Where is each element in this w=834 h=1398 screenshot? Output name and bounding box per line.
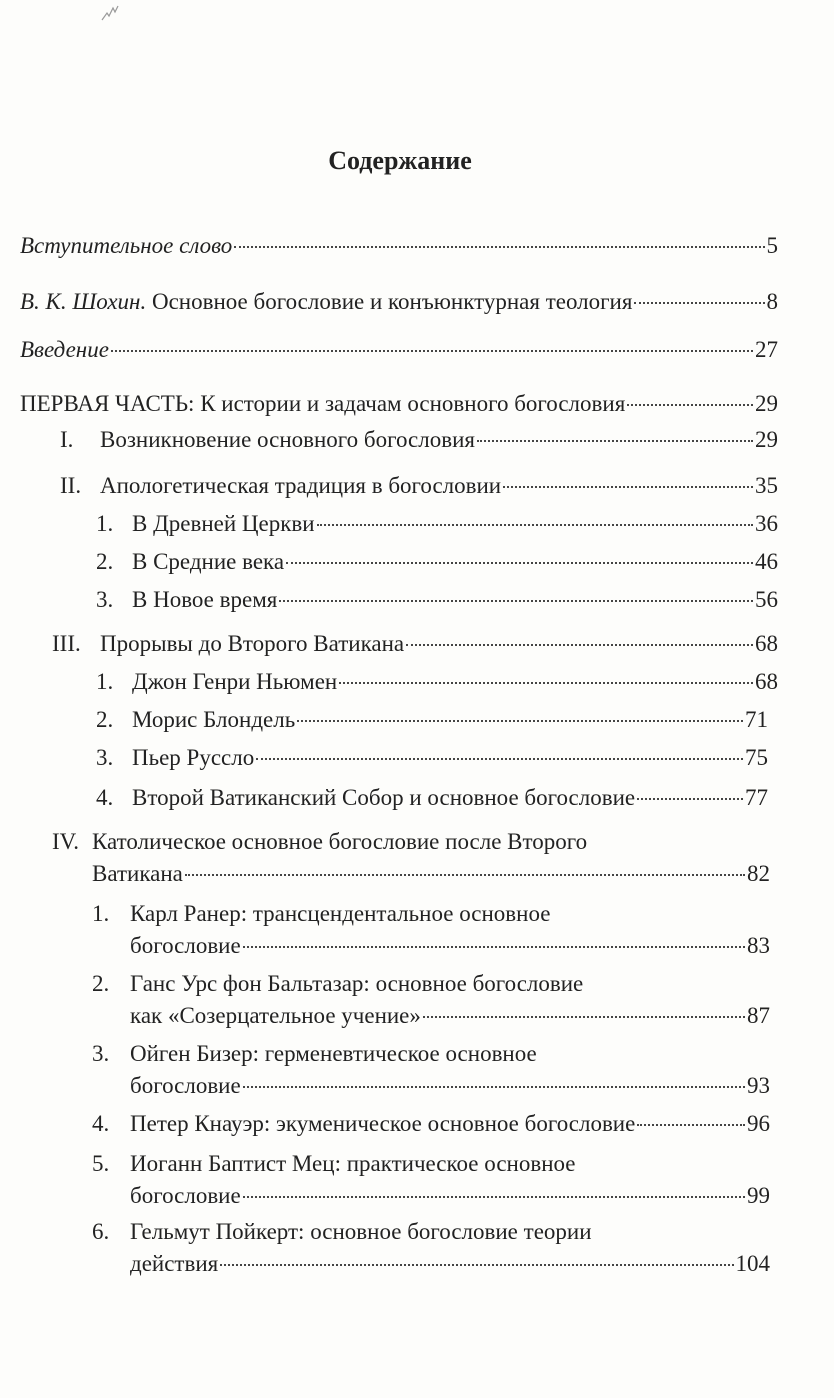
dot-leader <box>634 302 764 304</box>
entry-number: 4. <box>92 1111 110 1136</box>
entry-label: Возникновение основного богословия <box>100 427 475 452</box>
toc-chapter <box>52 828 770 888</box>
entry-label: Введение <box>20 337 109 362</box>
toc-chapter <box>60 426 778 454</box>
ink-mark-icon <box>100 4 120 22</box>
toc-section <box>92 1218 770 1278</box>
dot-leader <box>637 1124 745 1126</box>
entry-label: В Средние века <box>132 549 285 574</box>
entry-label: богословие <box>130 933 241 958</box>
page-number: 68 <box>755 669 778 694</box>
entry-number: II. <box>60 473 82 498</box>
toc-section <box>92 1040 770 1100</box>
entry-label: Апологетическая традиция в богословии <box>100 473 502 498</box>
entry-number: III. <box>52 631 81 656</box>
entry-label: ПЕРВАЯ ЧАСТЬ: К истории и задачам основного богословия <box>20 391 626 416</box>
toc-part <box>20 390 778 418</box>
entry-number: I. <box>60 427 74 452</box>
dot-leader <box>111 350 753 352</box>
page-number: 46 <box>755 549 778 574</box>
page-number: 83 <box>747 933 770 958</box>
toc-section <box>92 1150 770 1210</box>
toc-section <box>96 668 778 696</box>
dot-leader <box>185 874 745 876</box>
page-number: 77 <box>745 785 768 810</box>
entry-label: богословие <box>130 1073 241 1098</box>
entry-label: Второй Ватиканский Собор и основное богословие <box>132 785 636 810</box>
toc-section <box>96 548 778 576</box>
entry-label: Основное богословие и конъюнктурная теология <box>146 289 633 314</box>
toc-entry <box>20 232 778 260</box>
entry-number: 4. <box>96 785 114 810</box>
dot-leader <box>477 440 753 442</box>
page-number: 5 <box>766 233 778 258</box>
toc-section <box>96 510 778 538</box>
page-number: 56 <box>755 587 778 612</box>
page-number: 96 <box>747 1111 770 1136</box>
dot-leader <box>279 600 753 602</box>
page-number: 87 <box>747 1003 770 1028</box>
page-number: 35 <box>755 473 778 498</box>
entry-number: 2. <box>92 971 110 996</box>
dot-leader <box>627 404 753 406</box>
toc-chapter <box>52 630 778 658</box>
entry-label: богословие <box>130 1183 241 1208</box>
entry-title-line: Гельмут Пойкерт: основное богословие теории <box>130 1219 592 1244</box>
entry-label: действия <box>130 1251 219 1276</box>
toc-section <box>96 586 778 614</box>
entry-label: В Новое время <box>132 587 278 612</box>
page-number: 82 <box>747 861 770 886</box>
page-number: 75 <box>745 745 768 770</box>
dot-leader <box>423 1016 745 1018</box>
dot-leader <box>339 682 753 684</box>
dot-leader <box>297 720 743 722</box>
page-number: 27 <box>755 337 778 362</box>
entry-number: IV. <box>52 829 80 854</box>
toc-section <box>92 1110 770 1138</box>
dot-leader <box>256 758 743 760</box>
page-number: 93 <box>747 1073 770 1098</box>
entry-title-line: Ганс Урс фон Бальтазар: основное богословие <box>130 971 584 996</box>
dot-leader <box>286 562 753 564</box>
entry-number: 3. <box>96 587 114 612</box>
dot-leader <box>406 644 753 646</box>
toc-section <box>96 706 768 734</box>
entry-label: Пьер Руссло <box>132 745 255 770</box>
dot-leader <box>637 798 743 800</box>
entry-number: 6. <box>92 1219 110 1244</box>
entry-label: Морис Блондель <box>132 707 296 732</box>
entry-title-line: Ойген Бизер: герменевтическое основное <box>130 1041 537 1066</box>
entry-label: Прорывы до Второго Ватикана <box>100 631 405 656</box>
entry-number: 3. <box>92 1041 110 1066</box>
page-number: 71 <box>745 707 768 732</box>
entry-number: 3. <box>96 745 114 770</box>
entry-label: В Древней Церкви <box>132 511 315 536</box>
page-title: Содержание <box>328 146 472 175</box>
entry-label: Петер Кнауэр: экуменическое основное богословие <box>130 1111 636 1136</box>
toc-section <box>92 970 770 1030</box>
page-number: 8 <box>766 289 778 314</box>
entry-author: В. К. Шохин. <box>20 289 147 314</box>
entry-title-line: Иоганн Баптист Мец: практическое основное <box>130 1151 576 1176</box>
toc-section <box>96 744 768 772</box>
entry-number: 5. <box>92 1151 110 1176</box>
toc-chapter <box>60 472 778 500</box>
entry-number: 1. <box>96 669 114 694</box>
entry-number: 1. <box>92 901 110 926</box>
entry-label: как «Созерцательное учение» <box>130 1003 421 1028</box>
dot-leader <box>243 946 745 948</box>
page-number: 36 <box>755 511 778 536</box>
page-number: 68 <box>755 631 778 656</box>
dot-leader <box>317 524 753 526</box>
toc-section <box>96 784 768 812</box>
dot-leader <box>243 1196 745 1198</box>
dot-leader <box>220 1264 733 1266</box>
toc-entry <box>20 288 778 316</box>
entry-label: Вступительное слово <box>20 233 233 258</box>
dot-leader <box>234 246 764 248</box>
entry-number: 2. <box>96 707 114 732</box>
dot-leader <box>503 486 753 488</box>
page-number: 99 <box>747 1183 770 1208</box>
entry-label: Ватикана <box>92 861 183 886</box>
entry-label: Джон Генри Ньюмен <box>132 669 338 694</box>
entry-title-line: Католическое основное богословие после Второго <box>92 829 588 854</box>
toc-entry <box>20 336 778 364</box>
dot-leader <box>243 1086 745 1088</box>
page-number: 29 <box>755 427 778 452</box>
entry-title-line: Карл Ранер: трансцендентальное основное <box>130 901 551 926</box>
page-number: 104 <box>735 1251 770 1276</box>
toc-section <box>92 900 770 960</box>
page-number: 29 <box>755 391 778 416</box>
entry-number: 2. <box>96 549 114 574</box>
entry-number: 1. <box>96 511 114 536</box>
